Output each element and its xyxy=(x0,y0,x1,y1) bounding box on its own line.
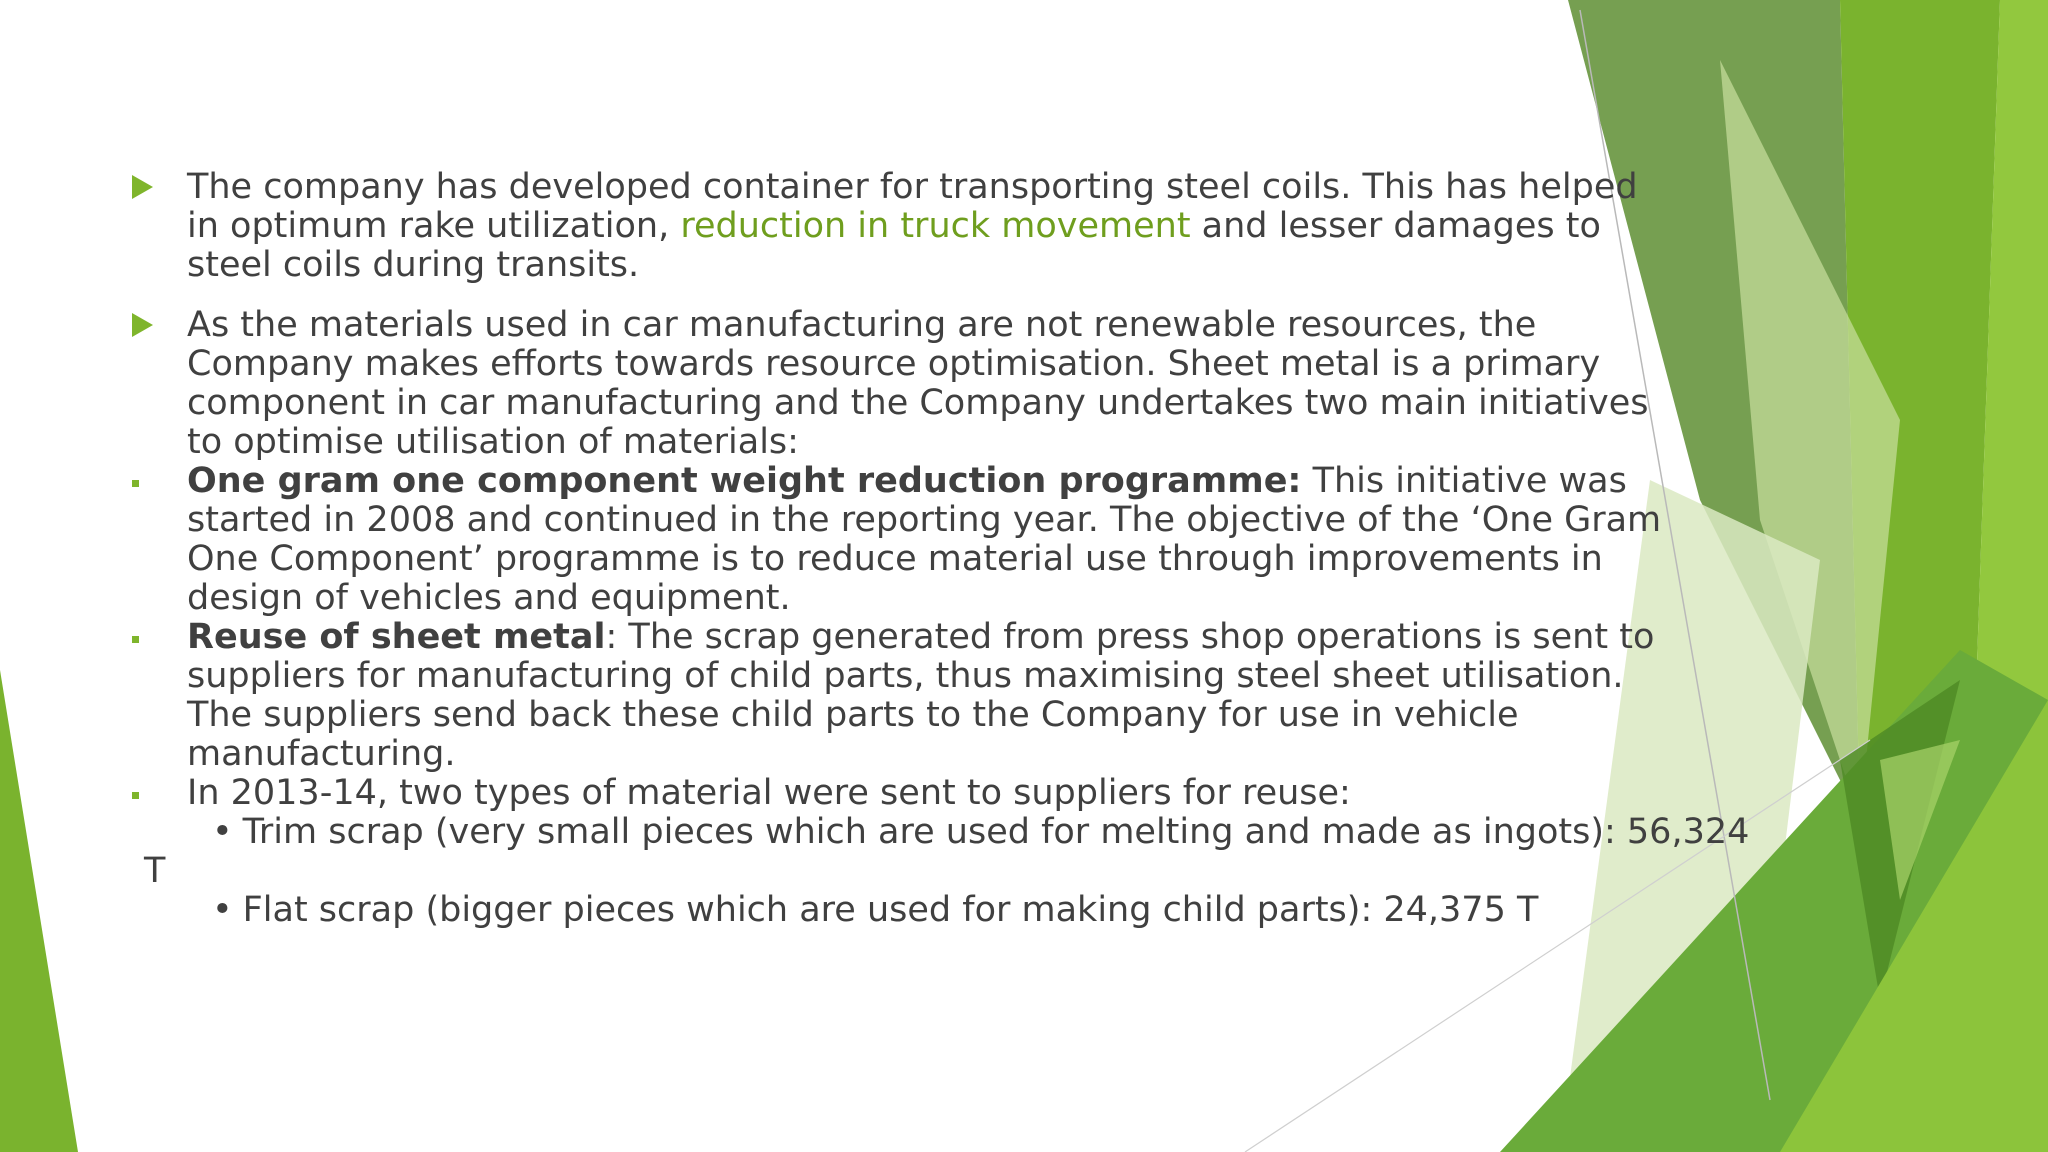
sub-item-flat-scrap xyxy=(212,891,1538,930)
arrow-bullet-icon xyxy=(132,175,153,199)
square-bullet-icon xyxy=(132,792,139,799)
bullet-text: The company has developed container for transporting steel coils. This has helped in optimum rake utilization, xyxy=(187,167,1638,246)
bullet-bold-heading: One gram one component weight reduction programme: xyxy=(187,461,1302,501)
bullet-one-gram-programme xyxy=(187,462,1667,618)
bullet-container-transport xyxy=(187,168,1667,285)
square-bullet-icon xyxy=(132,480,139,487)
bullet-reuse-sheet-metal xyxy=(187,618,1667,774)
arrow-bullet-icon xyxy=(132,313,153,337)
bullet-bold-heading: Reuse of sheet metal xyxy=(187,617,606,657)
sub-item-text: Trim scrap (very small pieces which are used for melting and made as ingots): 56,324 xyxy=(242,812,1750,852)
sub-bullet-dot: • xyxy=(212,812,233,852)
bullet-text: As the materials used in car manufacturing are not renewable resources, the Company makes efforts towards resource optimisation. Sheet metal is a primary component in car manufacturing and the Company undertakes two main initiatives to optimise utilisation of materials: xyxy=(187,305,1649,462)
bullet-text: : The scrap generated from press shop operations is sent to suppliers for manufacturing of child parts, thus maximising steel sheet utilisation. The suppliers send back these child parts to the Company for use in vehicle manufacturing. xyxy=(187,617,1655,774)
bullet-text-continued: and lesser damages to steel coils during transits. xyxy=(187,206,1601,285)
square-bullet-icon xyxy=(132,636,139,643)
sub-item-text: Flat scrap (bigger pieces which are used for making child parts): 24,375 T xyxy=(242,890,1539,930)
sub-item-trim-scrap-wrap xyxy=(144,852,165,891)
bullet-resource-optimisation xyxy=(187,306,1667,462)
bullet-text: This initiative was started in 2008 and continued in the reporting year. The objective of the ‘One Gram One Component’ programme is to reduce material use through improvements in design of vehicles and equipment. xyxy=(187,461,1662,618)
bullet-text: In 2013-14, two types of material were sent to suppliers for reuse: xyxy=(187,773,1351,813)
sub-item-unit: T xyxy=(144,851,166,891)
highlight-text: reduction in truck movement xyxy=(680,206,1191,246)
sub-bullet-dot: • xyxy=(212,890,233,930)
sub-item-trim-scrap xyxy=(212,813,1749,852)
bullet-material-types xyxy=(187,774,1667,813)
